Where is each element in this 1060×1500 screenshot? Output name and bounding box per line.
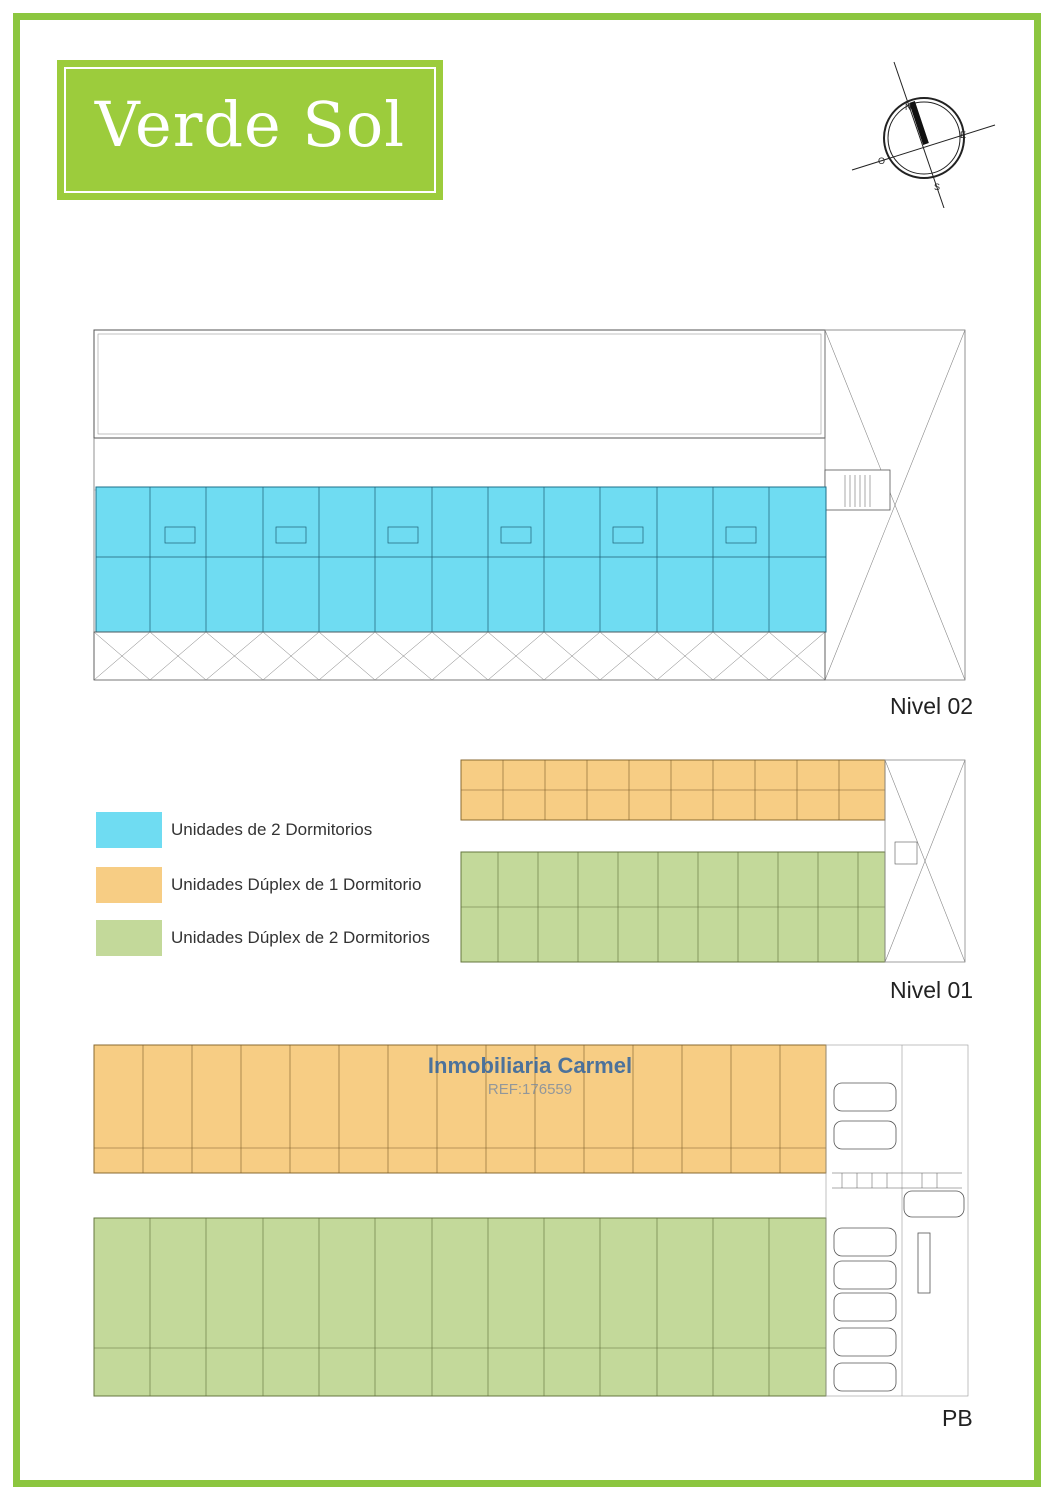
- legend-item-duplex-2-dormitorios: [96, 920, 430, 956]
- compass-north: N: [905, 102, 912, 112]
- legend-label: Unidades Dúplex de 1 Dormitorio: [171, 875, 422, 894]
- watermark: [0, 1053, 1060, 1098]
- compass-icon: [850, 58, 1000, 208]
- compass-west: O: [878, 156, 886, 166]
- level-label-nivel-02: Nivel 02: [890, 693, 974, 719]
- legend-item-2-dormitorios: [96, 812, 372, 848]
- level-label-nivel-01: Nivel 01: [890, 977, 974, 1003]
- legend-swatch: [96, 920, 162, 956]
- title-banner: [57, 60, 443, 200]
- legend-label: Unidades Dúplex de 2 Dormitorios: [171, 928, 430, 947]
- plan-nivel-01: [458, 757, 968, 967]
- compass-east: E: [960, 130, 967, 140]
- level-label-pb: PB: [942, 1405, 973, 1431]
- watermark-name: Inmobiliaria Carmel: [427, 1053, 633, 1078]
- legend-item-duplex-1-dormitorio: [96, 867, 421, 903]
- legend-label: Unidades de 2 Dormitorios: [171, 820, 373, 839]
- legend-swatch: [96, 867, 162, 903]
- watermark-ref: REF:176559: [487, 1081, 573, 1098]
- legend-swatch: [96, 812, 162, 848]
- compass-south: S: [934, 182, 941, 192]
- page-title: Verde Sol: [94, 88, 406, 161]
- plan-nivel-02: [90, 327, 970, 683]
